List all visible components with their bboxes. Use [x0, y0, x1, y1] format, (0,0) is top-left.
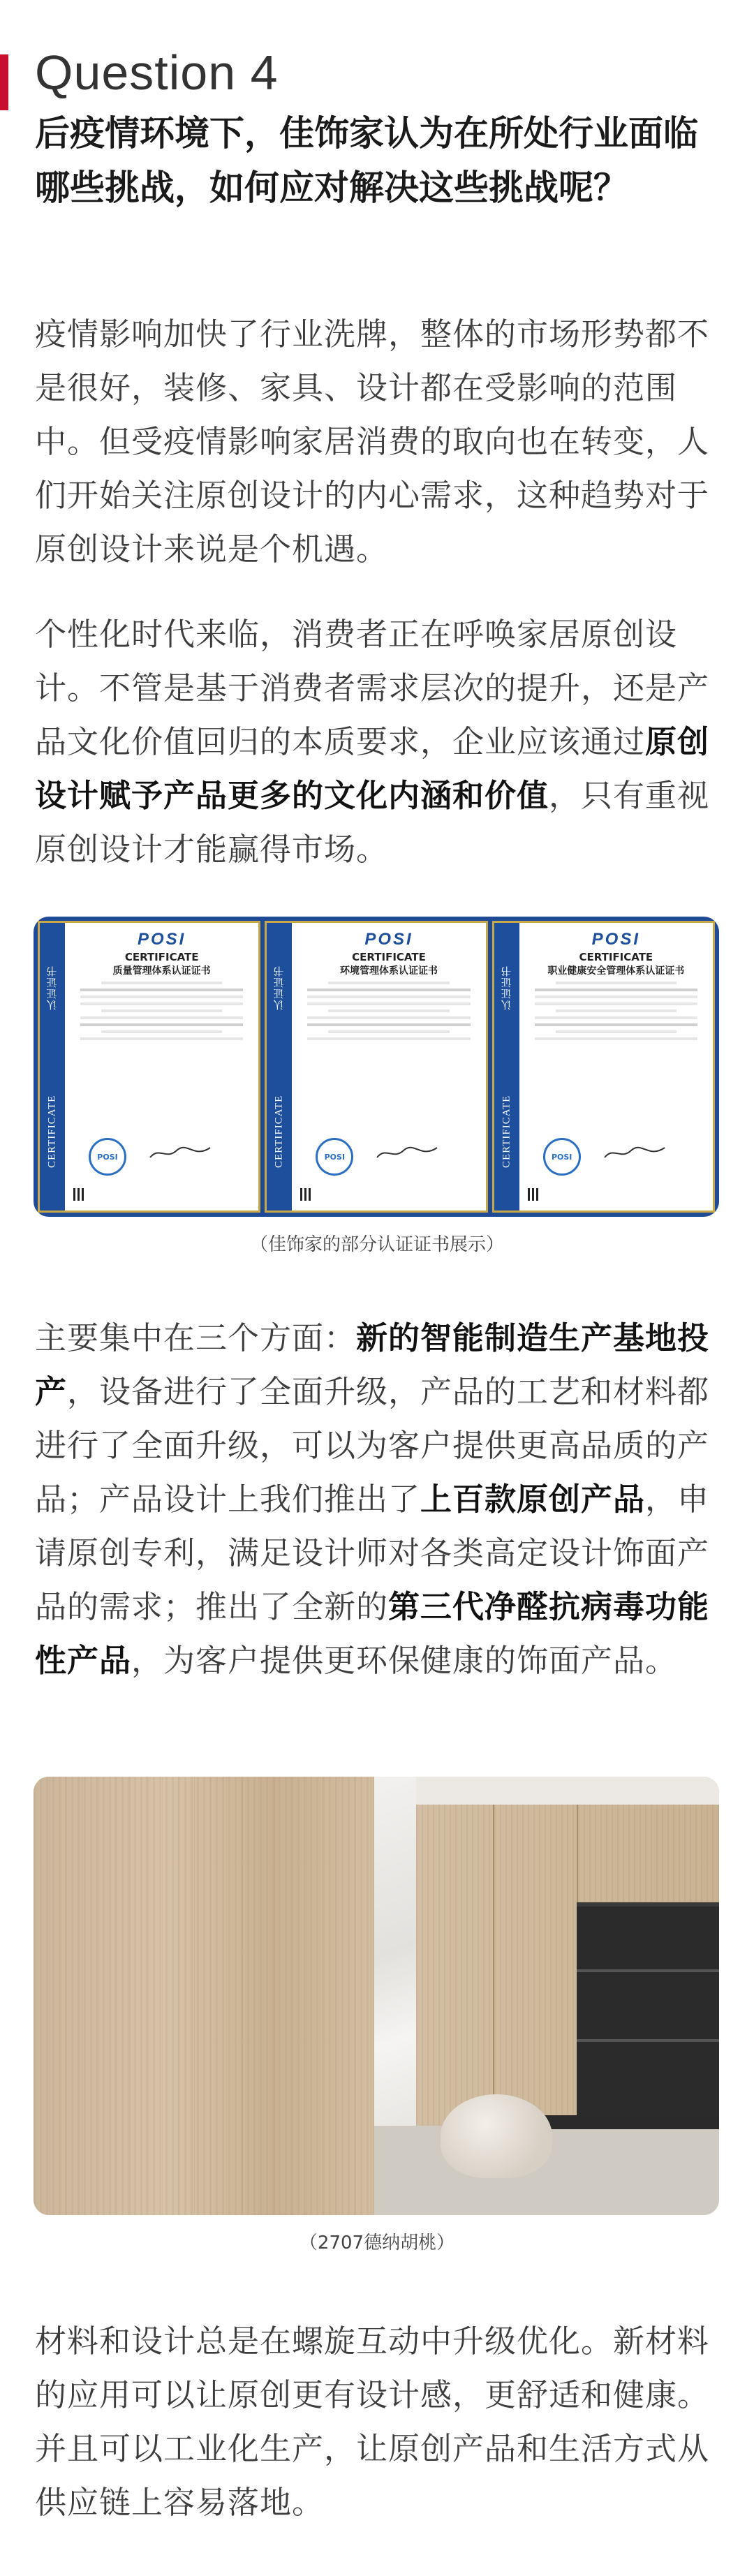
display-shelf	[577, 1902, 719, 2123]
certificate-logo: POSI	[364, 930, 413, 949]
paragraph-3-text-2: ，设备进行了全面升级，产品的工艺和材料都进行了全面升级，可以为客户提供更高品质的产品；产品设计上我们推出了	[35, 1373, 710, 1518]
paragraph-2-bold-1: 原创设计赋予产品更多的文化内涵和价值	[35, 723, 710, 814]
certificate-side-cn: 认证证书	[47, 965, 59, 1010]
paragraph-2	[35, 607, 719, 876]
photo-caption: （2707德纳胡桃）	[299, 2233, 455, 2253]
certificate-en-title: CERTIFICATE	[124, 951, 199, 963]
wood-grain-sample	[34, 1777, 374, 2215]
certificate-cn-title: 质量管理体系认证证书	[112, 965, 211, 977]
certificate-environment	[265, 921, 487, 1213]
paragraph-3	[35, 1311, 719, 1687]
qr-code-icon	[528, 1188, 540, 1201]
certificates-image	[34, 917, 719, 1217]
paragraph-2-text-1: 个性化时代来临，消费者正在呼唤家居原创设计。不管是基于消费者需求层次的提升，还是产品文化价值回归的本质要求，企业应该通过	[35, 616, 710, 760]
paragraph-3-text-1: 主要集中在三个方面：	[35, 1319, 357, 1356]
certificate-side-cn: 认证证书	[501, 965, 513, 1010]
paragraph-3-bold-3: 第三代净醛抗病毒功能性产品	[35, 1588, 710, 1679]
certificate-side-en: CERTIFICATE	[501, 1095, 512, 1169]
question-label: Question 4	[35, 45, 279, 100]
certificate-side-cn: 认证证书	[274, 965, 286, 1010]
certificate-seal: POSI	[89, 1138, 126, 1176]
certificate-side-band	[40, 923, 65, 1211]
certificate-side-en: CERTIFICATE	[273, 1095, 285, 1169]
certificate-logo: POSI	[137, 930, 186, 949]
qr-code-icon	[73, 1188, 86, 1201]
paragraph-1: 疫情影响加快了行业洗牌，整体的市场形势都不是很好，装修、家具、设计都在受影响的范围中。但受疫情影响家居消费的取向也在转变，人们开始关注原创设计的内心需求，这种趋势对于原创设计来说是个机遇。	[35, 316, 710, 568]
signature-icon	[603, 1145, 666, 1162]
qr-code-icon	[300, 1188, 313, 1201]
certificate-seal: POSI	[543, 1138, 581, 1176]
certificate-safety	[492, 921, 715, 1213]
certificates-caption: （佳饰家的部分认证证书展示）	[249, 1234, 504, 1255]
question-title: 后疫情环境下，佳饰家认为在所处行业面临哪些挑战，如何应对解决这些挑战呢？	[35, 113, 698, 208]
certificate-cn-title: 职业健康安全管理体系认证证书	[547, 965, 685, 977]
certificate-quality	[38, 921, 260, 1213]
certificate-side-band	[494, 923, 519, 1211]
paragraph-3-bold-1: 新的智能制造生产基地投产	[35, 1319, 710, 1410]
product-photo	[34, 1777, 719, 2215]
certificate-side-en: CERTIFICATE	[46, 1095, 58, 1169]
certificate-en-title: CERTIFICATE	[352, 951, 426, 963]
certificate-side-band	[267, 923, 292, 1211]
paragraph-3-text-4: ，为客户提供更环保健康的饰面产品。	[131, 1642, 678, 1679]
interior-scene	[374, 1777, 719, 2215]
certificate-seal: POSI	[316, 1138, 353, 1176]
paragraph-3-bold-2: 上百款原创产品	[420, 1481, 646, 1518]
certificate-cn-title: 环境管理体系认证证书	[339, 965, 438, 977]
certificate-en-title: CERTIFICATE	[579, 951, 653, 963]
certificate-logo: POSI	[591, 930, 640, 949]
signature-icon	[376, 1145, 438, 1162]
paragraph-2-text-2: ，只有重视原创设计才能赢得市场。	[35, 777, 710, 868]
accent-bar	[0, 54, 8, 110]
stool	[441, 2094, 552, 2178]
paragraph-4: 材料和设计总是在螺旋互动中升级优化。新材料的应用可以让原创更有设计感，更舒适和健康。并且可以工业化生产，让原创产品和生活方式从供应链上容易落地。	[35, 2323, 710, 2521]
signature-icon	[149, 1145, 212, 1162]
paragraph-3-text-3: ，申请原创专利，满足设计师对各类高定设计饰面产品的需求；推出了全新的	[35, 1481, 710, 1625]
